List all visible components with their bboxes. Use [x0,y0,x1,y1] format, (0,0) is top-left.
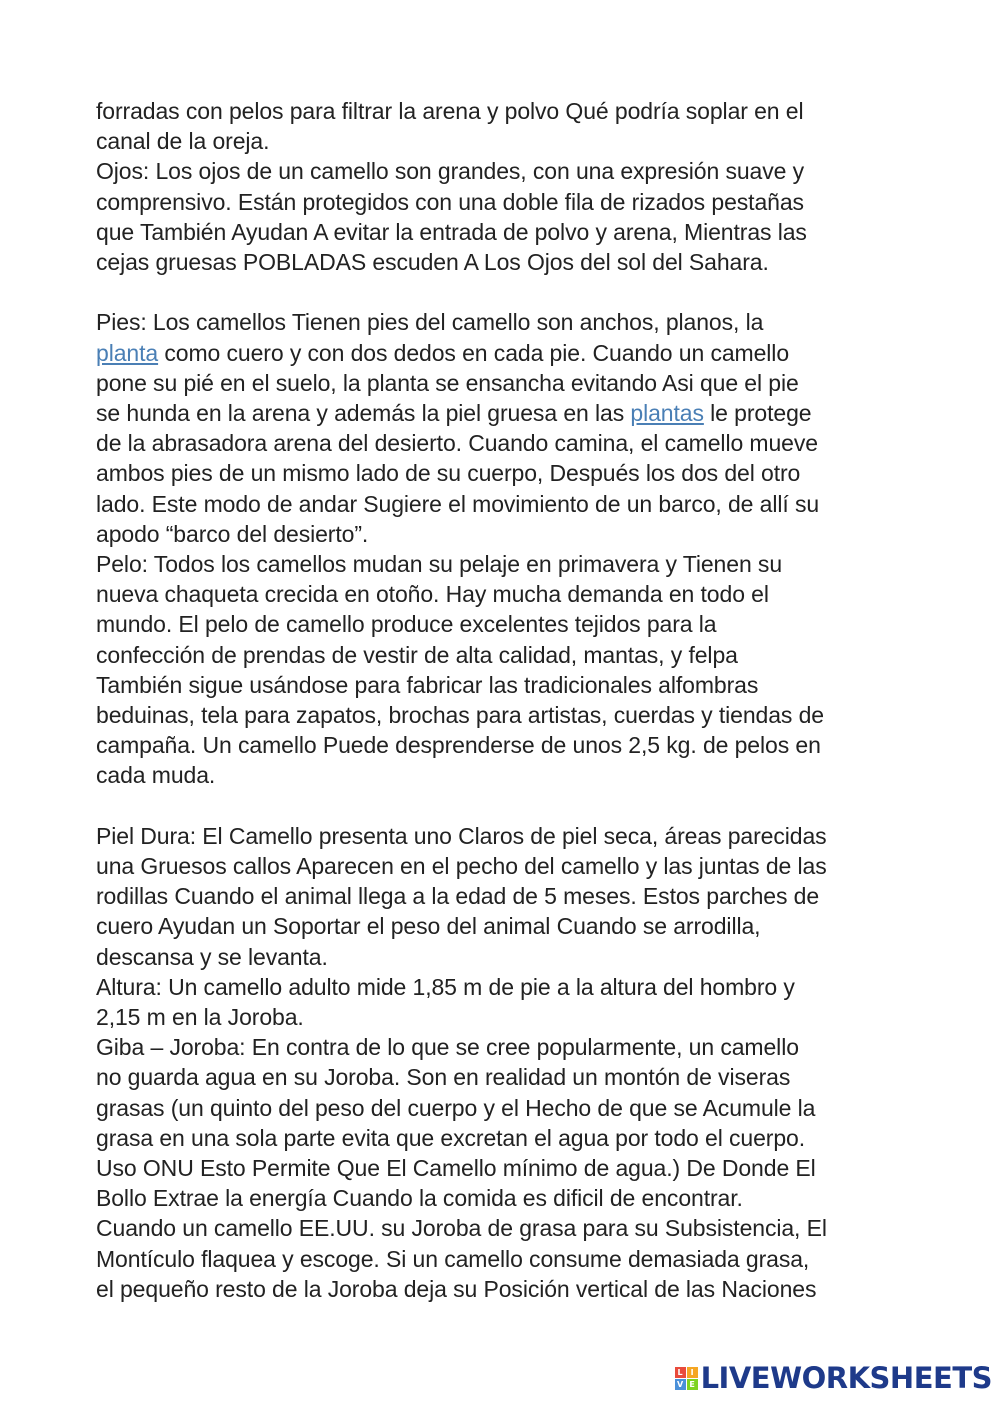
text-line: beduinas, tela para zapatos, brochas para artistas, cuerdas y tiendas de [96,702,824,729]
text-line: Pies: Los camellos Tienen pies del camello son anchos, planos, la [96,309,764,336]
text-line: nueva chaqueta crecida en otoño. Hay mucha demanda en todo el [96,581,769,608]
text-line: grasas (un quinto del peso del cuerpo y el Hecho de que se Acumule la [96,1094,816,1121]
text-line: 2,15 m en la Joroba. [96,1004,304,1031]
logo-letter: L [675,1367,686,1378]
text-line: pone su pié en el suelo, la planta se ensancha evitando Asi que el pie [96,369,799,396]
text-line: que También Ayudan A evitar la entrada de polvo y arena, Mientras las [96,218,807,245]
logo-letter: V [675,1379,686,1390]
text-line: También sigue usándose para fabricar las tradicionales alfombras [96,671,759,698]
text-line: cuero Ayudan un Soportar el peso del animal Cuando se arrodilla, [96,913,761,940]
text-line: campaña. Un camello Puede desprenderse de unos 2,5 kg. de pelos en [96,732,821,759]
text-line: grasa en una sola parte evita que excretan el agua por todo el cuerpo. [96,1124,806,1151]
text-line: Altura: Un camello adulto mide 1,85 m de pie a la altura del hombro y [96,973,795,1000]
text-line: una Gruesos callos Aparecen en el pecho del camello y las juntas de las [96,853,827,880]
text-line: no guarda agua en su Joroba. Son en realidad un montón de viseras [96,1064,791,1091]
logo-text: LIVEWORKSHEETS [700,1361,992,1395]
text-line: rodillas Cuando el animal llega a la edad de 5 meses. Estos parches de [96,883,820,910]
text-line: Montículo flaquea y escoge. Si un camello consume demasiada grasa, [96,1245,810,1272]
logo-letter: I [687,1367,698,1378]
text-line: Cuando un camello EE.UU. su Joroba de grasa para su Subsistencia, El [96,1215,827,1242]
logo-icon [675,1367,698,1390]
text-line: Pelo: Todos los camellos mudan su pelaje en primavera y Tienen su [96,551,783,578]
text-segment: se hunda en la arena y además la piel gruesa en las [96,400,631,427]
text-line: Giba – Joroba: En contra de lo que se cree popularmente, un camello [96,1034,799,1061]
document-body [96,96,916,1304]
text-line: Piel Dura: El Camello presenta uno Claros de piel seca, áreas parecidas [96,822,827,849]
hyperlink-plantas[interactable]: plantas [630,400,704,427]
text-line: apodo “barco del desierto”. [96,520,369,547]
text-segment: como cuero y con dos dedos en cada pie. Cuando un camello [158,339,790,366]
text-line: cejas gruesas POBLADAS escuden A Los Ojos del sol del Sahara. [96,249,769,276]
text-line: ambos pies de un mismo lado de su cuerpo, Después los dos del otro [96,460,801,487]
text-line: lado. Este modo de andar Sugiere el movimiento de un barco, de allí su [96,490,820,517]
text-line: Uso ONU Esto Permite Que El Camello mínimo de agua.) De Donde El [96,1155,816,1182]
text-line: mundo. El pelo de camello produce excelentes tejidos para la [96,611,717,638]
paragraph-gap [96,791,916,821]
text-line: confección de prendas de vestir de alta calidad, mantas, y felpa [96,641,738,668]
text-line [96,398,916,428]
liveworksheets-logo[interactable] [675,1361,992,1395]
text-line: cada muda. [96,762,216,789]
logo-letter: E [687,1379,698,1390]
paragraph-gap [96,277,916,307]
text-line: descansa y se levanta. [96,943,328,970]
text-line: comprensivo. Están protegidos con una doble fila de rizados pestañas [96,188,804,215]
text-line: canal de la oreja. [96,128,270,155]
text-line: Ojos: Los ojos de un camello son grandes, con una expresión suave y [96,158,805,185]
hyperlink-planta[interactable]: planta [96,339,159,366]
text-line: forradas con pelos para filtrar la arena y polvo Qué podría soplar en el [96,98,804,124]
text-line: el pequeño resto de la Joroba deja su Posición vertical de las Naciones [96,1275,817,1302]
text-line [96,338,916,368]
text-line: Bollo Extrae la energía Cuando la comida es dificil de encontrar. [96,1185,743,1212]
text-line: de la abrasadora arena del desierto. Cuando camina, el camello mueve [96,430,818,457]
text-segment: le protege [703,400,812,427]
